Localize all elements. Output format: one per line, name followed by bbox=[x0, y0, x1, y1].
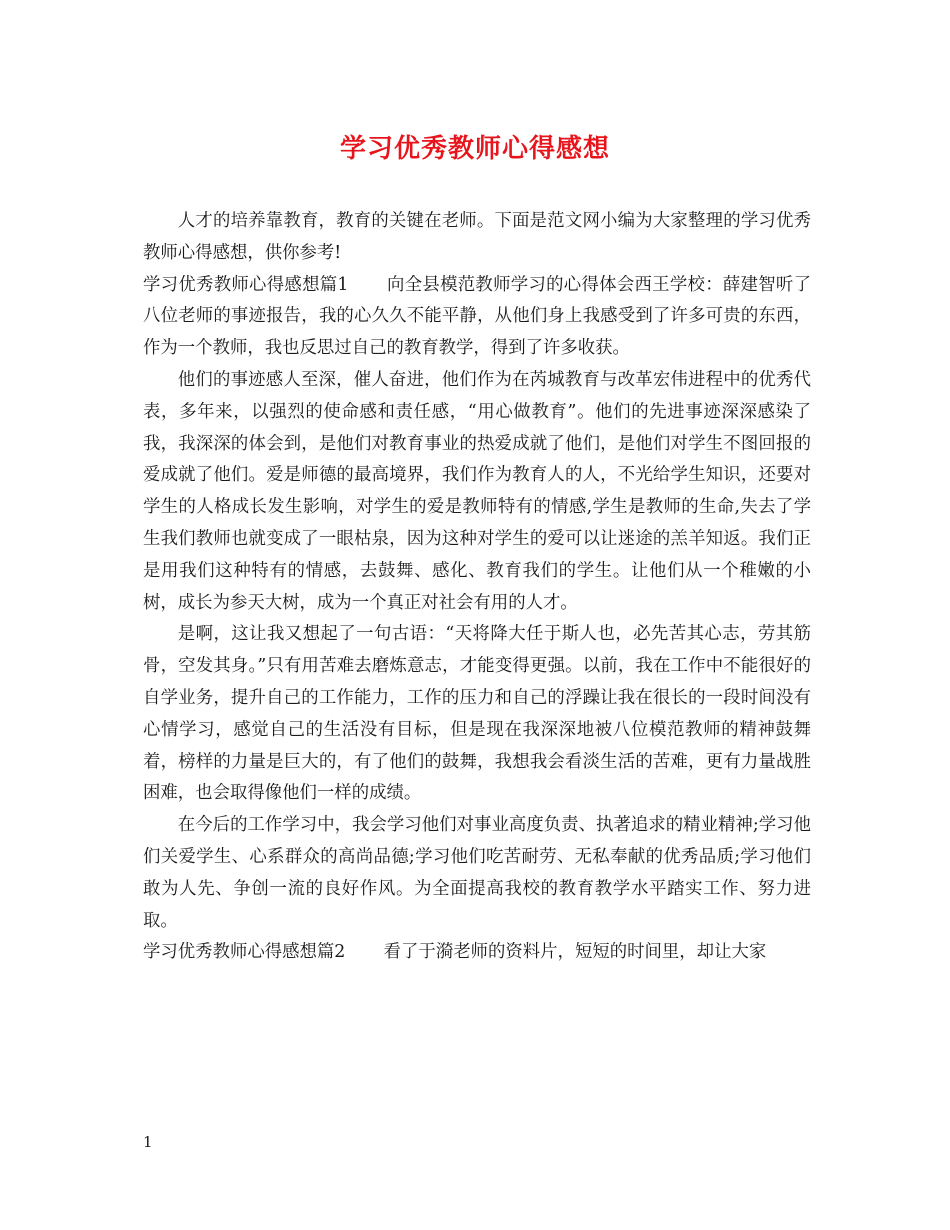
section-2-lead: 看了于漪老师的资料片，短短的时间里，却让大家 bbox=[383, 942, 767, 963]
section-1-paragraph bbox=[143, 270, 811, 365]
section-1-lead: 向全县模范教师学习的心得体会西王学校：薛建智听了八位老师的事迹报告，我的心久久不能平静，从他们身上我感受到了许多可贵的东西，作为一个教师，我也反思过自己的教育教学，得到了许多收获。 bbox=[143, 274, 811, 359]
document-body bbox=[143, 206, 811, 969]
body-paragraph-1: 他们的事迹感人至深，催人奋进，他们作为在芮城教育与改革宏伟进程中的优秀代表，多年来，以强烈的使命感和责任感，“用心做教育”。他们的先进事迹深深感染了我，我深深的体会到，是他们对教育事业的热爱成就了他们，是他们对学生不图回报的爱成就了他们。爱是师德的最高境界，我们作为教育人的人，不光给学生知识，还要对学生的人格成长发生影响，对学生的爱是教师特有的情感,学生是教师的生命,失去了学生我们教师也就变成了一眼枯泉，因为这种对学生的爱可以让迷途的羔羊知返。我们正是用我们这种特有的情感，去鼓舞、感化、教育我们的学生。让他们从一个稚嫩的小树，成长为参天大树，成为一个真正对社会有用的人才。 bbox=[143, 369, 811, 613]
section-2-paragraph bbox=[143, 937, 811, 969]
section-2-heading: 学习优秀教师心得感想篇2 bbox=[143, 942, 346, 963]
body-paragraph-2: 是啊，这让我又想起了一句古语：“天将降大任于斯人也，必先苦其心志，劳其筋骨，空发其身。”只有用苦难去磨炼意志，才能变得更强。以前，我在工作中不能很好的自学业务，提升自己的工作能力，工作的压力和自己的浮躁让我在很长的一段时间没有心情学习，感觉自己的生活没有目标，但是现在我深深地被八位模范教师的精神鼓舞着，榜样的力量是巨大的，有了他们的鼓舞，我想我会看淡生活的苦难，更有力量战胜困难，也会取得像他们一样的成绩。 bbox=[143, 624, 811, 804]
body-paragraph-3: 在今后的工作学习中，我会学习他们对事业高度负责、执著追求的精业精神;学习他们关爱学生、心系群众的高尚品德;学习他们吃苦耐劳、无私奉献的优秀品质;学习他们敢为人先、争创一流的良好作风。为全面提高我校的教育教学水平踏实工作、努力进取。 bbox=[143, 815, 811, 931]
intro-paragraph: 人才的培养靠教育，教育的关键在老师。下面是范文网小编为大家整理的学习优秀教师心得感想，供你参考! bbox=[143, 211, 811, 263]
section-1-heading: 学习优秀教师心得感想篇1 bbox=[143, 274, 349, 295]
page-number: 1 bbox=[143, 1133, 153, 1151]
document-title: 学习优秀教师心得感想 bbox=[339, 134, 610, 164]
